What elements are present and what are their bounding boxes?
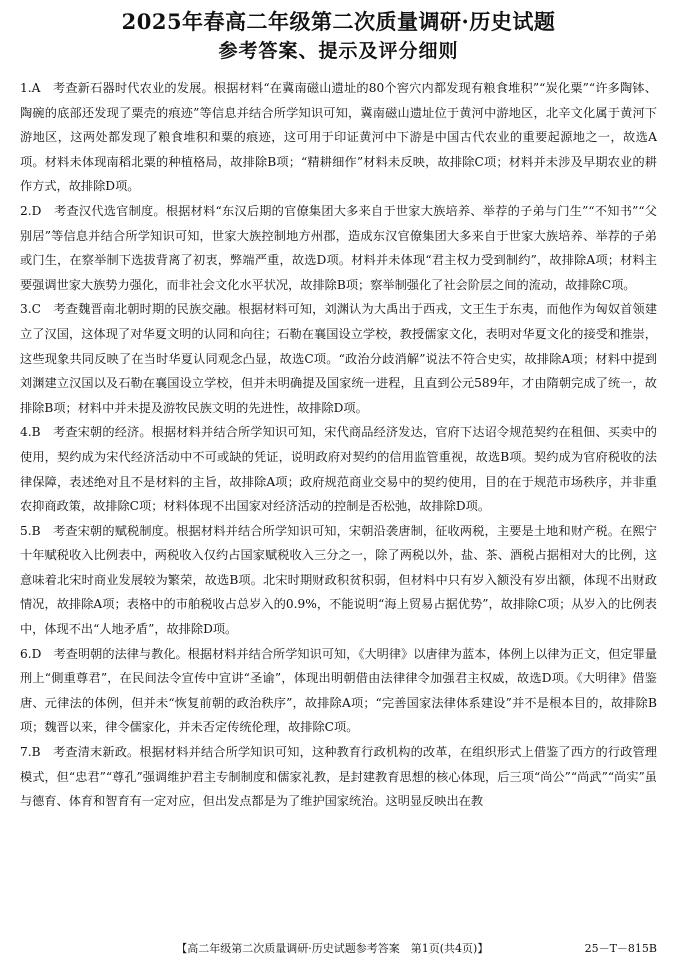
answer-item-5 (20, 519, 657, 642)
answer-explanation: 考查宋朝的经济。根据材料并结合所学知识可知，宋代商品经济发达，官府下达诏令规范契约在租佃、买卖中的使用，契约成为宋代经济活动中不可或缺的凭证，说明政府对契约的信用监管重视，故选B项。契约成为官府税收的法律保障，表述绝对且不是材料的主旨，故排除A项；政府规范商业交易中的契约使用，目的在于规范市场秩序，并非重农抑商政策，故排除C项；材料体现不出国家对经济活动的控制是否松弛，故排除D项。 (20, 425, 657, 514)
answer-number: 1.A (20, 81, 41, 95)
footer-code: 25－T－815B (584, 942, 657, 955)
answer-item-6 (20, 642, 657, 740)
answer-explanation: 考查清末新政。根据材料并结合所学知识可知，这种教育行政机构的改革，在组织形式上借鉴了西方的行政管理模式，但“忠君”“尊孔”强调维护君主专制制度和儒家礼教，是封建教育思想的核心体现，后三项“尚公”“尚武”“尚实”虽与德育、体育和智育有一定对应，但出发点都是为了维护国家统治。这明显反映出在教 (20, 745, 657, 809)
answer-explanation: 考查魏晋南北朝时期的民族交融。根据材料可知，刘渊认为大禹出于西戎，文王生于东夷，而他作为匈奴首领建立了汉国，这体现了对华夏文明的认同和向往；石勒在襄国设立学校，教授儒家文化，表明对华夏文化的接受和推崇，这些现象共同反映了在当时华夏认同观念凸显，故选C项。“政治分歧消解”说法不符合史实，故排除A项；材料中提到刘渊建立汉国以及石勒在襄国设立学校，但并未明确提及国家统一进程，且直到公元589年，才由隋朝完成了统一，故排除B项；材料中并未提及游牧民族文明的先进性，故排除D项。 (20, 302, 658, 415)
footer-page-info: 【高二年级第二次质量调研·历史试题参考答案 第1页(共4页)】 (176, 942, 489, 955)
answer-item-3 (20, 297, 657, 420)
answer-explanation: 考查明朝的法律与教化。根据材料并结合所学知识可知，《大明律》以唐律为蓝本，体例上以律为正文，但定罪量刑上“側重尊君”，在民间法令宣传中宣讲“圣谕”，体现出明朝借由法律律令加强君主权威，故选D项。《大明律》借鉴唐、元律法的体例，但并未“恢复前朝的政治秩序”，故排除A项；“完善国家法律体系建设”并不是根本目的，故排除B项；魏晋以来，律令儒家化，并未否定传统伦理，故排除C项。 (20, 646, 658, 735)
answer-item-4 (20, 420, 657, 518)
page-title: 2025年春高二年级第二次质量调研·历史试题 (121, 9, 556, 34)
page-subtitle: 参考答案、提示及评分细则 (218, 40, 459, 62)
answer-explanation: 考查新石器时代农业的发展。根据材料“在冀南磁山遗址的80个窖穴内都发现有粮食堆积”“炭化粟”“许多陶钵、陶碗的底部还发现了粟壳的痕迹”等信息并结合所学知识可知，冀南磁山遗址位于黄河中游地区，北辛文化属于黄河下游地区，这两处都发现了粮食堆积和粟的痕迹，这可用于印证黄河中下游是中国古代农业的重要起源地之一，故选A项。材料未体现南稻北粟的种植格局，故排除B项；“精耕细作”材料未反映，故排除C项；材料并未涉及早期农业的耕作方式，故排除D项。 (20, 81, 657, 194)
answer-number: 6.D (20, 646, 42, 661)
page-footer (20, 941, 657, 957)
answer-explanation: 考查宋朝的赋税制度。根据材料并结合所学知识可知，宋朝沿袭唐制，征收两税，主要是土地和财产税。在熙宁十年赋税收入比例表中，两税收入仅约占国家赋税收入三分之一，除了两税以外，盐、茶、酒税占据相对大的比例，这意味着北宋时商业发展较为繁荣，故选B项。北宋时期财政积贫积弱，但材料中只有岁入额没有岁出额，体现不出财政情况，故排除A项；表格中的市舶税收占总岁入的0.9%，不能说明“海上贸易占据优势”，故排除C项；从岁入的比例表中，体现不出“人地矛盾”，故排除D项。 (20, 523, 657, 637)
answer-number: 7.B (20, 745, 41, 760)
answer-list (20, 76, 657, 814)
answer-number: 3.C (20, 302, 41, 317)
answer-number: 5.B (20, 523, 41, 538)
answer-item-2 (20, 199, 657, 297)
answer-number: 4.B (20, 425, 41, 440)
answer-item-7 (20, 740, 657, 814)
answer-item-1 (20, 76, 657, 199)
answer-number: 2.D (20, 203, 42, 218)
answer-explanation: 考查汉代选官制度。根据材料“东汉后期的官僚集团大多来自于世家大族培养、举荐的子弟与门生”“不知书”“父别居”等信息并结合所学知识可知，世家大族控制地方州郡，造成东汉官僚集团大多来自于世家大族培养、举荐的子弟或门生，在察举制下选拔背离了初衷，弊端严重，故选D项。材料并未体现“君主权力受到制约”，故排除A项；材料主要强调世家大族势力强化，而非社会文化水平状况，故排除B项；察举制强化了社会阶层之间的流动，故排除C项。 (20, 203, 657, 292)
